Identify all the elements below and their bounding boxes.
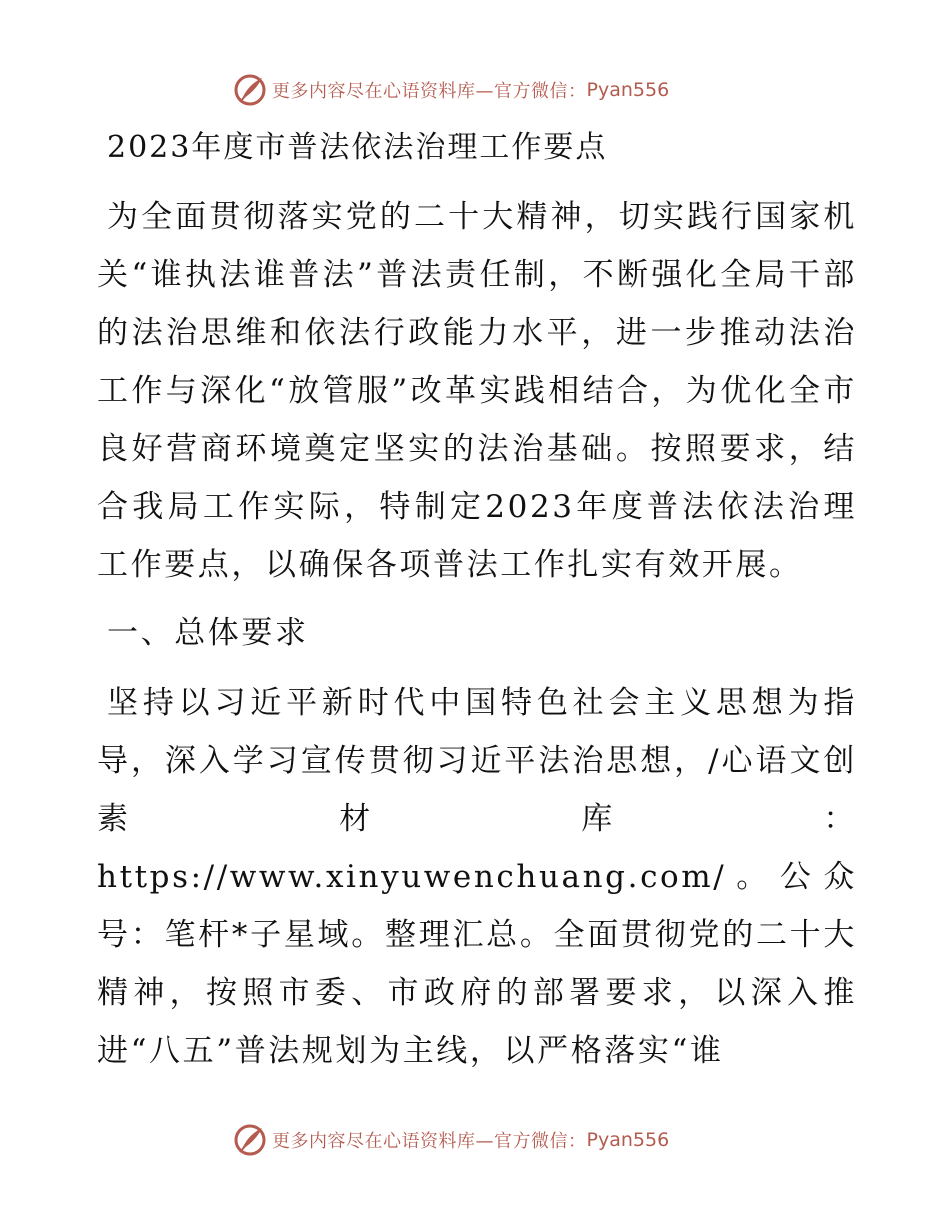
watermark-wechat-id: Pyan556: [586, 79, 670, 101]
document-body: [97, 120, 857, 1080]
quill-circle-icon: [232, 72, 268, 108]
watermark-text: 更多内容尽在心语资料库—官方微信：: [272, 81, 587, 102]
watermark-wechat-id: Pyan556: [586, 1129, 670, 1151]
quill-circle-icon: [232, 1122, 268, 1158]
intro-paragraph: 为全面贯彻落实党的二十大精神，切实践行国家机关“谁执法谁普法”普法责任制，不断强化全局干部的法治思维和依法行政能力水平，进一步推动法治工作与深化“放管服”改革实践相结合，为优化全市良好营商环境奠定坚实的法治基础。按照要求，结合我局工作实际，特制定2023年度普法依法治理工作要点，以确保各项普法工作扎实有效开展。: [97, 199, 857, 583]
section-heading: 一、总体要求: [107, 615, 309, 651]
watermark-text: 更多内容尽在心语资料库—官方微信：: [272, 1131, 587, 1152]
document-title: 2023年度市普法依法治理工作要点: [107, 130, 608, 165]
header-watermark: [232, 70, 669, 110]
section-paragraph: 坚持以习近平新时代中国特色社会主义思想为指导，深入学习宣传贯彻习近平法治思想，/心语文创素材库：https://www.xinyuwenchuang.com/。公众号：笔杆*子星域。整理汇总。全面贯彻党的二十大精神，按照市委、市政府的部署要求，以深入推进“八五”普法规划为主线，以严格落实“谁: [97, 685, 857, 1069]
footer-watermark: [232, 1120, 669, 1160]
